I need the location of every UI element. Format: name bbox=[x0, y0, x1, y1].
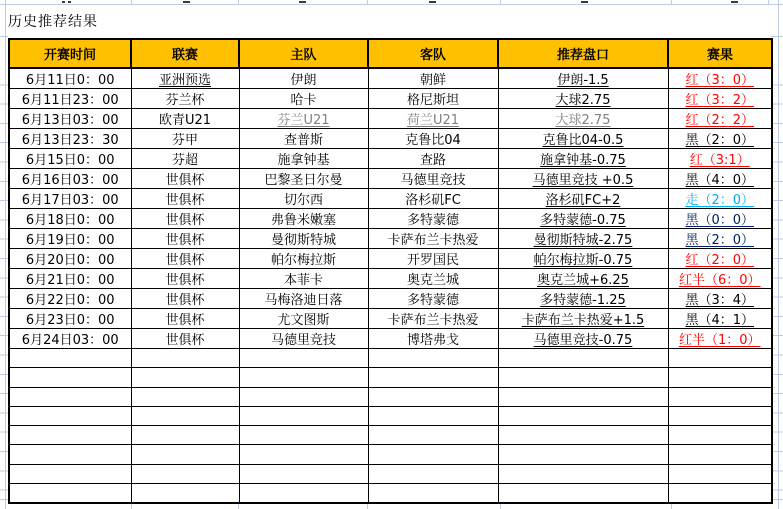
cell-result[interactable]: 黑（2：0） bbox=[668, 229, 772, 249]
header-away-team[interactable]: 客队 bbox=[368, 39, 498, 68]
cell-result[interactable]: 黑（4：1） bbox=[668, 309, 772, 329]
cell-handicap[interactable]: 卡萨布兰卡热爱+1.5 bbox=[498, 309, 668, 329]
table-row bbox=[9, 209, 772, 229]
empty-cell[interactable] bbox=[239, 387, 368, 406]
empty-cell[interactable] bbox=[131, 349, 239, 368]
top-cell-separator bbox=[238, 0, 239, 4]
empty-cell[interactable] bbox=[239, 426, 368, 445]
empty-cell[interactable] bbox=[498, 484, 668, 503]
empty-cell[interactable] bbox=[668, 484, 772, 503]
cell-league[interactable]: 世俱杯 bbox=[131, 229, 239, 249]
empty-row bbox=[9, 445, 772, 464]
cell-time[interactable]: 6月19日0：00 bbox=[9, 229, 131, 249]
cell-result[interactable]: 红半（1：0） bbox=[668, 329, 772, 349]
cell-result[interactable]: 红半（6：0） bbox=[668, 269, 772, 289]
empty-cell[interactable] bbox=[239, 464, 368, 483]
empty-cell[interactable] bbox=[368, 445, 498, 464]
empty-cell[interactable] bbox=[239, 406, 368, 425]
cell-handicap[interactable]: 曼彻斯特城-2.75 bbox=[498, 229, 668, 249]
empty-cell[interactable] bbox=[239, 349, 368, 368]
table-body bbox=[9, 68, 772, 503]
cell-handicap[interactable]: 施拿钟基-0.75 bbox=[498, 149, 668, 169]
empty-cell[interactable] bbox=[368, 387, 498, 406]
top-cell-separator bbox=[131, 0, 132, 4]
empty-row bbox=[9, 387, 772, 406]
cell-away[interactable]: 克鲁比04 bbox=[368, 129, 498, 149]
left-gutter-row-ticks bbox=[0, 66, 8, 509]
page-title: 历史推荐结果 bbox=[8, 14, 98, 30]
clipped-text-remnant bbox=[299, 1, 306, 3]
cell-league[interactable]: 世俱杯 bbox=[131, 329, 239, 349]
cell-time[interactable]: 6月22日0：00 bbox=[9, 289, 131, 309]
clipped-text-remnant bbox=[731, 1, 738, 3]
cell-away[interactable]: 荷兰U21 bbox=[368, 109, 498, 129]
cell-handicap[interactable]: 多特蒙德-1.25 bbox=[498, 289, 668, 309]
empty-cell[interactable] bbox=[9, 464, 131, 483]
cell-league[interactable]: 世俱杯 bbox=[131, 289, 239, 309]
empty-cell[interactable] bbox=[668, 349, 772, 368]
cell-home[interactable]: 巴黎圣日尔曼 bbox=[239, 169, 368, 189]
empty-row bbox=[9, 349, 772, 368]
cell-home[interactable]: 切尔西 bbox=[239, 189, 368, 209]
table-row bbox=[9, 249, 772, 269]
clipped-text-remnant bbox=[183, 1, 190, 3]
cell-away[interactable]: 查路 bbox=[368, 149, 498, 169]
cell-home[interactable]: 施拿钟基 bbox=[239, 149, 368, 169]
clipped-text-remnant bbox=[581, 1, 588, 3]
empty-row bbox=[9, 426, 772, 445]
top-row-gridline bbox=[0, 4, 783, 5]
empty-cell[interactable] bbox=[668, 445, 772, 464]
table-row bbox=[9, 109, 772, 129]
cell-result[interactable]: 黑（4：0） bbox=[668, 169, 772, 189]
empty-cell[interactable] bbox=[131, 484, 239, 503]
empty-cell[interactable] bbox=[9, 406, 131, 425]
cell-time[interactable]: 6月13日23：30 bbox=[9, 129, 131, 149]
cell-result[interactable]: 黑（0：0） bbox=[668, 209, 772, 229]
top-cell-separator bbox=[768, 0, 769, 4]
cell-result[interactable]: 走（2：0） bbox=[668, 189, 772, 209]
table-row bbox=[9, 189, 772, 209]
cell-home[interactable]: 曼彻斯特城 bbox=[239, 229, 368, 249]
table-row bbox=[9, 229, 772, 249]
empty-cell[interactable] bbox=[668, 464, 772, 483]
cell-away[interactable]: 卡萨布兰卡热爱 bbox=[368, 229, 498, 249]
empty-cell[interactable] bbox=[9, 426, 131, 445]
cell-handicap[interactable]: 多特蒙德-0.75 bbox=[498, 209, 668, 229]
cell-league[interactable]: 亚洲预选 bbox=[131, 68, 239, 89]
cell-time[interactable]: 6月11日23：00 bbox=[9, 89, 131, 109]
empty-cell[interactable] bbox=[498, 426, 668, 445]
cell-time[interactable]: 6月24日03：00 bbox=[9, 329, 131, 349]
header-time[interactable]: 开赛时间 bbox=[9, 39, 131, 68]
table-row bbox=[9, 329, 772, 349]
empty-cell[interactable] bbox=[668, 406, 772, 425]
cell-away[interactable]: 开罗国民 bbox=[368, 249, 498, 269]
cell-time[interactable]: 6月13日03：00 bbox=[9, 109, 131, 129]
results-table bbox=[8, 38, 773, 504]
cell-time[interactable]: 6月18日0：00 bbox=[9, 209, 131, 229]
header-home-team[interactable]: 主队 bbox=[239, 39, 368, 68]
cell-handicap[interactable]: 马德里竞技-0.75 bbox=[498, 329, 668, 349]
table-row bbox=[9, 129, 772, 149]
cell-league[interactable]: 世俱杯 bbox=[131, 189, 239, 209]
cell-league[interactable]: 芬兰杯 bbox=[131, 89, 239, 109]
empty-cell[interactable] bbox=[9, 349, 131, 368]
empty-cell[interactable] bbox=[131, 387, 239, 406]
empty-cell[interactable] bbox=[368, 406, 498, 425]
empty-row bbox=[9, 484, 772, 503]
cell-away[interactable]: 朝鲜 bbox=[368, 68, 498, 89]
empty-cell[interactable] bbox=[498, 406, 668, 425]
cell-time[interactable]: 6月20日0：00 bbox=[9, 249, 131, 269]
cell-home[interactable]: 伊朗 bbox=[239, 68, 368, 89]
empty-cell[interactable] bbox=[668, 368, 772, 387]
cell-time[interactable]: 6月17日03：00 bbox=[9, 189, 131, 209]
cell-home[interactable]: 本菲卡 bbox=[239, 269, 368, 289]
cell-handicap[interactable]: 大球2.75 bbox=[498, 89, 668, 109]
cell-home[interactable]: 芬兰U21 bbox=[239, 109, 368, 129]
header-handicap[interactable]: 推荐盘口 bbox=[498, 39, 668, 68]
empty-cell[interactable] bbox=[9, 387, 131, 406]
cell-league[interactable]: 世俱杯 bbox=[131, 269, 239, 289]
clipped-text-remnant bbox=[68, 1, 71, 3]
cell-away[interactable]: 洛杉矶FC bbox=[368, 189, 498, 209]
cell-home[interactable]: 马梅洛迪日落 bbox=[239, 289, 368, 309]
cell-home[interactable]: 查普斯 bbox=[239, 129, 368, 149]
table-row bbox=[9, 289, 772, 309]
empty-cell[interactable] bbox=[239, 368, 368, 387]
clipped-text-remnant bbox=[62, 1, 65, 3]
cell-handicap[interactable]: 大球2.75 bbox=[498, 109, 668, 129]
cell-league[interactable]: 世俱杯 bbox=[131, 309, 239, 329]
table-row bbox=[9, 68, 772, 89]
cell-league[interactable]: 世俱杯 bbox=[131, 209, 239, 229]
header-league[interactable]: 联赛 bbox=[131, 39, 239, 68]
empty-cell[interactable] bbox=[239, 445, 368, 464]
empty-cell[interactable] bbox=[131, 368, 239, 387]
cell-handicap[interactable]: 帕尔梅拉斯-0.75 bbox=[498, 249, 668, 269]
cell-home[interactable]: 哈卡 bbox=[239, 89, 368, 109]
empty-cell[interactable] bbox=[498, 387, 668, 406]
cell-league[interactable]: 世俱杯 bbox=[131, 169, 239, 189]
cell-handicap[interactable]: 伊朗-1.5 bbox=[498, 68, 668, 89]
table-row bbox=[9, 89, 772, 109]
empty-cell[interactable] bbox=[131, 406, 239, 425]
empty-cell[interactable] bbox=[368, 349, 498, 368]
empty-cell[interactable] bbox=[239, 484, 368, 503]
cell-away[interactable]: 博塔弗戈 bbox=[368, 329, 498, 349]
cell-result[interactable]: 红（3：0） bbox=[668, 68, 772, 89]
title-row-gridline bbox=[0, 36, 8, 37]
top-cell-separator bbox=[671, 0, 672, 4]
cell-home[interactable]: 弗鲁米嫩塞 bbox=[239, 209, 368, 229]
cell-result[interactable]: 红（3：2） bbox=[668, 89, 772, 109]
table-row bbox=[9, 309, 772, 329]
empty-cell[interactable] bbox=[498, 368, 668, 387]
empty-cell[interactable] bbox=[368, 464, 498, 483]
cell-away[interactable]: 格尼斯坦 bbox=[368, 89, 498, 109]
cell-league[interactable]: 世俱杯 bbox=[131, 249, 239, 269]
empty-cell[interactable] bbox=[131, 464, 239, 483]
table-row bbox=[9, 169, 772, 189]
cell-time[interactable]: 6月21日0：00 bbox=[9, 269, 131, 289]
cell-league[interactable]: 芬超 bbox=[131, 149, 239, 169]
empty-row bbox=[9, 368, 772, 387]
cell-result[interactable]: 红（2：0） bbox=[668, 249, 772, 269]
cell-home[interactable]: 马德里竞技 bbox=[239, 329, 368, 349]
table-row bbox=[9, 269, 772, 289]
empty-cell[interactable] bbox=[9, 484, 131, 503]
table-row bbox=[9, 149, 772, 169]
top-cell-separator bbox=[367, 0, 368, 4]
empty-cell[interactable] bbox=[131, 445, 239, 464]
empty-cell[interactable] bbox=[9, 368, 131, 387]
empty-cell[interactable] bbox=[131, 426, 239, 445]
cell-away[interactable]: 马德里竞技 bbox=[368, 169, 498, 189]
empty-cell[interactable] bbox=[368, 368, 498, 387]
empty-row bbox=[9, 406, 772, 425]
top-cell-separator bbox=[500, 0, 501, 4]
cell-league[interactable]: 欧青U21 bbox=[131, 109, 239, 129]
cell-time[interactable]: 6月23日0：00 bbox=[9, 309, 131, 329]
empty-cell[interactable] bbox=[498, 445, 668, 464]
cell-handicap[interactable]: 奥克兰城+6.25 bbox=[498, 269, 668, 289]
cell-result[interactable]: 黑（2：0） bbox=[668, 129, 772, 149]
cell-away[interactable]: 多特蒙德 bbox=[368, 289, 498, 309]
cell-time[interactable]: 6月15日0：00 bbox=[9, 149, 131, 169]
empty-cell[interactable] bbox=[498, 349, 668, 368]
cell-away[interactable]: 奥克兰城 bbox=[368, 269, 498, 289]
header-result[interactable]: 赛果 bbox=[668, 39, 772, 68]
cell-result[interactable]: 红（2：2） bbox=[668, 109, 772, 129]
cell-handicap[interactable]: 洛杉矶FC+2 bbox=[498, 189, 668, 209]
cell-away[interactable]: 卡萨布兰卡热爱 bbox=[368, 309, 498, 329]
cell-handicap[interactable]: 马德里竞技 +0.5 bbox=[498, 169, 668, 189]
empty-cell[interactable] bbox=[368, 426, 498, 445]
cell-time[interactable]: 6月11日0：00 bbox=[9, 68, 131, 89]
cell-home[interactable]: 帕尔梅拉斯 bbox=[239, 249, 368, 269]
empty-row bbox=[9, 464, 772, 483]
cell-result[interactable]: 红（3:1） bbox=[668, 149, 772, 169]
cell-away[interactable]: 多特蒙德 bbox=[368, 209, 498, 229]
clipped-text-remnant bbox=[429, 1, 436, 3]
header-row bbox=[9, 39, 772, 68]
cell-result[interactable]: 黑（3：4） bbox=[668, 289, 772, 309]
cell-home[interactable]: 尤文图斯 bbox=[239, 309, 368, 329]
empty-cell[interactable] bbox=[498, 464, 668, 483]
cell-time[interactable]: 6月16日03：00 bbox=[9, 169, 131, 189]
empty-cell[interactable] bbox=[668, 387, 772, 406]
title-row-gridline bbox=[771, 36, 783, 37]
cell-league[interactable]: 芬甲 bbox=[131, 129, 239, 149]
empty-cell[interactable] bbox=[368, 484, 498, 503]
empty-cell[interactable] bbox=[9, 445, 131, 464]
empty-cell[interactable] bbox=[668, 426, 772, 445]
cell-handicap[interactable]: 克鲁比04-0.5 bbox=[498, 129, 668, 149]
